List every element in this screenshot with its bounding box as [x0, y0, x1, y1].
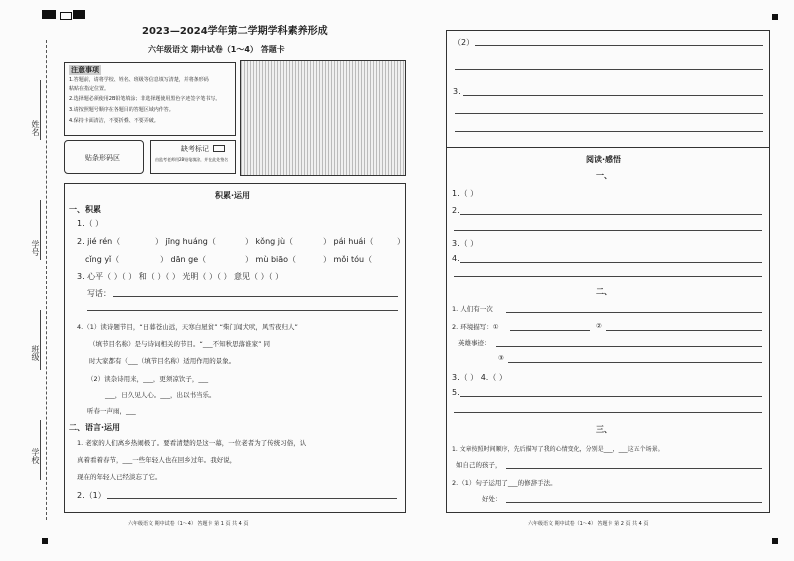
page-subtitle: 六年级语文 期中试卷（1～4） 答题卡 [148, 45, 285, 54]
r6-line-a[interactable] [510, 330, 590, 331]
section-1-q2-heading: 二、语言·运用 [69, 423, 121, 432]
r8-line-1[interactable] [460, 396, 762, 397]
corner-mark-tl3 [73, 10, 85, 19]
p2-q3-label: 3. [453, 87, 461, 96]
r10-text: 2.（1）句子运用了___的修辞手法。 [452, 479, 557, 487]
school-blank[interactable] [40, 420, 41, 480]
pinyin-7: ） dān ge（ [160, 255, 207, 264]
notice-line-3: 2.选择题必须使用2B铅笔填涂；非选择题使用黑色字迹签字笔书写。 [69, 96, 221, 102]
r4-line-2[interactable] [454, 276, 762, 277]
pinyin-4: ） pái huái（ [323, 237, 374, 246]
absent-box [150, 140, 236, 174]
write-line-1[interactable] [113, 296, 398, 297]
r4-line-1[interactable] [460, 262, 762, 263]
absent-label: 缺考标记 [181, 145, 209, 153]
r4-text: 4. [452, 254, 460, 263]
p2-line-2[interactable] [455, 69, 763, 70]
corner-mark-bl [42, 538, 48, 544]
class-label: 班级 [31, 345, 40, 361]
name-label: 姓名 [31, 120, 40, 136]
pinyin-8: ） mù biāo（ [245, 255, 297, 264]
r6-line-c[interactable] [496, 346, 762, 347]
pinyin-2: ） jīng huáng（ [155, 237, 216, 246]
q4a-text: 4.（1）读诗题节目，“日暮苍山远，天寒白屋贫” “柴门闻犬吠，风雪夜归人” [77, 323, 298, 331]
footer-right: 六年级语文 期中试卷（1～4） 答题卡 第 2 页 共 4 页 [528, 521, 649, 527]
page-title: 2023—2024学年第二学期学科素养形成 [142, 26, 328, 37]
section-1-q1-heading: 一、积累 [69, 205, 101, 214]
student-id-label: 学号 [31, 240, 40, 256]
r5-text: 1. 人们有一次 [452, 305, 493, 313]
pinyin-6: cǐng yǐ（ [85, 255, 120, 264]
r8-text: 5. [452, 388, 460, 397]
pinyin-5: ） [397, 237, 405, 246]
corner-mark-tl [42, 10, 56, 19]
q3-write-label: 写话： [87, 289, 111, 298]
r6-line-d[interactable] [508, 362, 762, 363]
corner-mark-br [772, 538, 778, 544]
r7-text: 3.（ ） 4.（ ） [452, 373, 507, 382]
notice-line-1: 1.答题前，请将学校、姓名、班级等信息填写清楚，并将条形码 [69, 77, 209, 83]
name-blank[interactable] [40, 80, 41, 140]
choice-bubble-grid[interactable] [240, 60, 406, 176]
notice-line-5: 4.保持卡面清洁，不要折叠、不要弄破。 [69, 118, 159, 124]
q3-idioms: 3. 心平（ ）（ ） 和（ ）（ ） 光明（ ）（ ） 意见（ ）（ ） [77, 272, 284, 281]
q1-text: 1.（ ） [77, 219, 104, 228]
p2-q2-label: （2） [453, 38, 475, 47]
pinyin-1: 2. jié rén（ [77, 237, 121, 246]
barcode-label: 贴条形码区 [85, 154, 120, 162]
q6-text: 2.（1） [77, 491, 106, 500]
id-blank[interactable] [40, 200, 41, 260]
r10-text-2: 好处： [482, 495, 502, 503]
p2-line-5[interactable] [455, 131, 763, 132]
pinyin-9: ） mǒi tóu（ [323, 255, 373, 264]
r2-line-1[interactable] [460, 214, 762, 215]
corner-mark-tl2 [60, 12, 72, 20]
class-blank[interactable] [40, 310, 41, 370]
r6-text-d: ③ [498, 354, 504, 362]
corner-mark-tr [772, 14, 778, 20]
section-1-box [64, 183, 406, 513]
r5-line[interactable] [506, 312, 762, 313]
r9-text-2: 如自己的孩子， [456, 461, 502, 469]
q6-line[interactable] [107, 498, 397, 499]
q4a-text-2: （填节目名称）是与诗词相关的节目。“___不知秋思落谁家” 同 [89, 340, 271, 348]
pinyin-3: ） kǒng jù（ [245, 237, 294, 246]
p2-line-1[interactable] [475, 45, 763, 46]
r3-text: 3.（ ） [452, 239, 479, 248]
r8-line-2[interactable] [454, 412, 762, 413]
reading-part-two: 二、 [596, 287, 612, 296]
q4b-text: （2）读杂诗用来，___，更须凉饮子，___ [87, 375, 209, 383]
q5-text-3: 现在的年轻人已经淡忘了它。 [77, 473, 162, 481]
notice-title: 注意事项 [71, 66, 99, 74]
q4b-text-2: ___，日久见人心。___，出以书当乐。 [105, 391, 216, 399]
r6-text-c: 英雄事迹： [458, 339, 491, 347]
barcode-area[interactable] [64, 140, 144, 174]
section-1-title: 积累·运用 [215, 191, 251, 200]
reading-section-box [446, 147, 770, 515]
write-line-2[interactable] [87, 310, 398, 311]
q5-text-2: 真着看着春节，___一些年轻人也在回乡过年。我好说， [77, 456, 237, 464]
p2-line-3[interactable] [463, 95, 763, 96]
notice-line-4: 3.请按照题号顺序在各题目的答题区域内作答。 [69, 107, 174, 113]
r2-line-2[interactable] [454, 230, 762, 231]
r2-text: 2. [452, 206, 460, 215]
reading-title: 阅读·感悟 [586, 155, 622, 164]
p2-line-4[interactable] [455, 113, 763, 114]
r6-line-b[interactable] [606, 330, 762, 331]
notice-box [64, 62, 236, 136]
r10-line[interactable] [506, 502, 762, 503]
footer-left: 六年级语文 期中试卷（1～4） 答题卡 第 1 页 共 4 页 [128, 521, 249, 527]
page-2-box [446, 30, 770, 513]
school-label: 学校 [31, 448, 40, 464]
r1-text: 1.（ ） [452, 189, 479, 198]
absent-note: 由监考老师用2B铅笔填涂，并在此处签名 [155, 157, 229, 162]
notice-line-2: 粘贴在指定位置。 [69, 86, 110, 92]
absent-checkbox[interactable] [213, 145, 225, 152]
q4a-text-3: 时大家都有（___（填节目名称）适用作用的景象。 [89, 357, 236, 365]
reading-part-one: 一、 [596, 171, 612, 180]
r6-text-b: ② [596, 322, 602, 330]
r6-text: 2. 环境描写：① [452, 323, 499, 331]
q4b-text-3: 听春一声雨，___ [87, 407, 136, 415]
binding-dash-line [46, 40, 47, 520]
q5-text: 1. 老家的人们离乡热闹极了。要看清楚的是这一幕，一位老者为了传统习俗，认 [77, 439, 307, 447]
reading-part-three: 三、 [596, 425, 612, 434]
r9-line[interactable] [506, 468, 762, 469]
r9-text: 1. 文章按照时间顺序，先后描写了我的心情变化，分别是___，___这五个场景。 [452, 446, 664, 453]
